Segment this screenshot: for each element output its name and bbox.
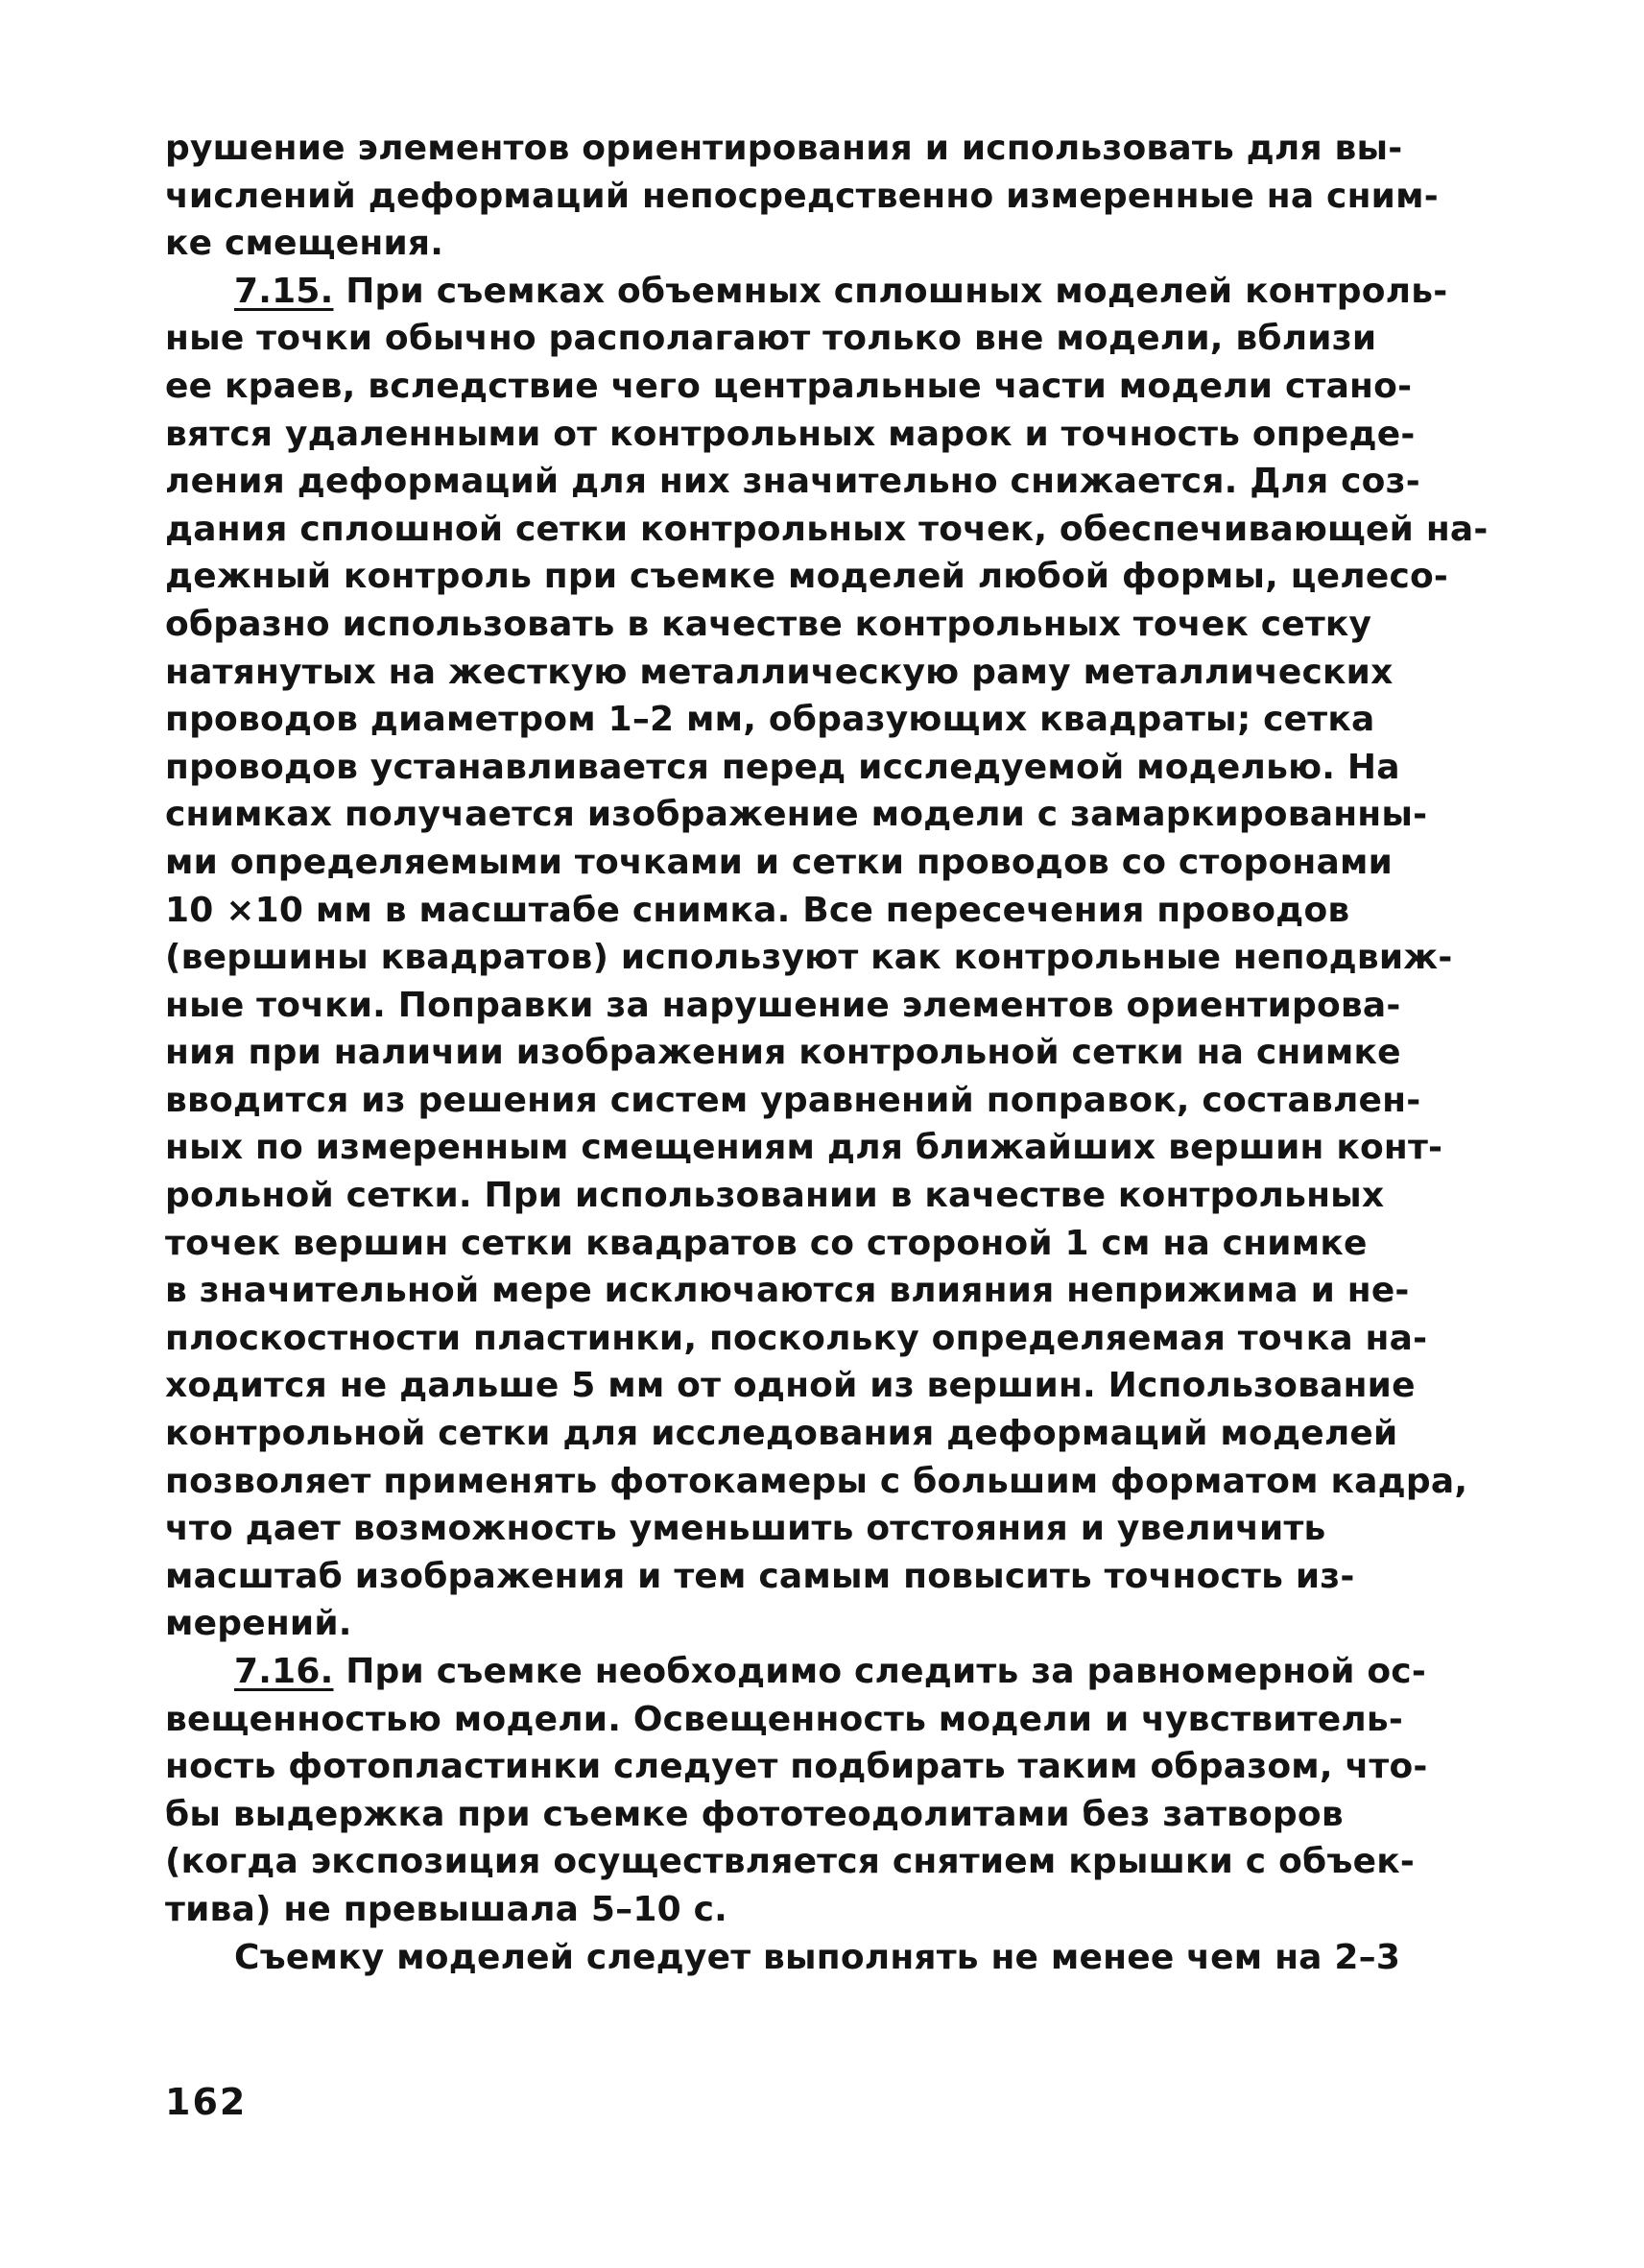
text-line: мерений.	[165, 1604, 352, 1644]
text-line: ления деформаций для них значительно снижается. Для соз-	[165, 462, 1420, 502]
text-run: При съемках объемных сплошных моделей контроль-	[333, 271, 1448, 311]
text-line: позволяет применять фотокамеры с большим форматом кадра,	[165, 1461, 1468, 1501]
text-line: ные точки. Поправки за нарушение элементов ориентирова-	[165, 985, 1401, 1025]
text-run: При съемке необходимо следить за равномерной ос-	[333, 1652, 1426, 1691]
section-number: 7.16.	[234, 1652, 334, 1691]
text-line: ходится не дальше 5 мм от одной из вершин. Использование	[165, 1366, 1416, 1406]
section-number: 7.15.	[234, 271, 334, 311]
text-line: ке смещения.	[165, 224, 444, 264]
text-line: 10 ×10 мм в масштабе снимка. Все пересечения проводов	[165, 890, 1350, 930]
text-line: (вершины квадратов) используют как контрольные неподвиж-	[165, 938, 1453, 978]
text-line: ных по измеренным смещениям для ближайших вершин конт-	[165, 1128, 1443, 1168]
text-line: в значительной мере исключаются влияния неприжима и не-	[165, 1271, 1410, 1311]
text-line: бы выдержка при съемке фототеодолитами без затворов	[165, 1794, 1344, 1834]
paragraph-7-15-first-line	[165, 268, 1489, 316]
text-line: (когда экспозиция осуществляется снятием крышки с объек-	[165, 1842, 1415, 1882]
text-line: проводов устанавливается перед исследуемой моделью. На	[165, 747, 1400, 787]
paragraph-7-16-first-line	[165, 1648, 1489, 1696]
text-line: проводов диаметром 1–2 мм, образующих квадраты; сетка	[165, 700, 1375, 740]
text-line: вятся удаленными от контрольных марок и точность опреде-	[165, 414, 1416, 454]
text-line: снимках получается изображение модели с замаркированны-	[165, 795, 1428, 835]
text-line: рушение элементов ориентирования и использовать для вы-	[165, 129, 1403, 168]
text-line: ния при наличии изображения контрольной сетки на снимке	[165, 1033, 1401, 1073]
body-text	[165, 125, 1489, 1981]
text-line: образно использовать в качестве контрольных точек сетку	[165, 604, 1372, 644]
text-line: что дает возможность уменьшить отстояния и увеличить	[165, 1509, 1326, 1549]
text-line: вводится из решения систем уравнений поправок, составлен-	[165, 1080, 1421, 1120]
text-line: числений деформаций непосредственно измеренные на сним-	[165, 176, 1439, 216]
text-line: точек вершин сетки квадратов со стороной 1 см на снимке	[165, 1223, 1368, 1263]
text-line: масштаб изображения и тем самым повысить точность из-	[165, 1556, 1355, 1596]
text-line: ность фотопластинки следует подбирать таким образом, что-	[165, 1747, 1428, 1787]
text-line: тива) не превышала 5–10 с.	[165, 1889, 727, 1929]
text-line: ее краев, вследствие чего центральные части модели стано-	[165, 366, 1413, 406]
text-line: вещенностью модели. Освещенность модели и чувствитель-	[165, 1699, 1404, 1739]
text-line: дежный контроль при съемке моделей любой формы, целесо-	[165, 557, 1449, 597]
text-line: дания сплошной сетки контрольных точек, обеспечивающей на-	[165, 509, 1489, 549]
text-line: плоскостности пластинки, поскольку определяемая точка на-	[165, 1318, 1428, 1358]
paragraph-final-first-line: Съемку моделей следует выполнять не менее чем на 2–3	[234, 1937, 1401, 1977]
text-line: контрольной сетки для исследования деформаций моделей	[165, 1414, 1398, 1454]
text-line: ми определяемыми точками и сетки проводов со сторонами	[165, 842, 1393, 882]
page-number: 162	[165, 2081, 248, 2123]
text-line: ные точки обычно располагают только вне модели, вблизи	[165, 319, 1377, 359]
text-line: рольной сетки. При использовании в качестве контрольных	[165, 1176, 1385, 1216]
text-line: натянутых на жесткую металлическую раму металлических	[165, 652, 1394, 692]
